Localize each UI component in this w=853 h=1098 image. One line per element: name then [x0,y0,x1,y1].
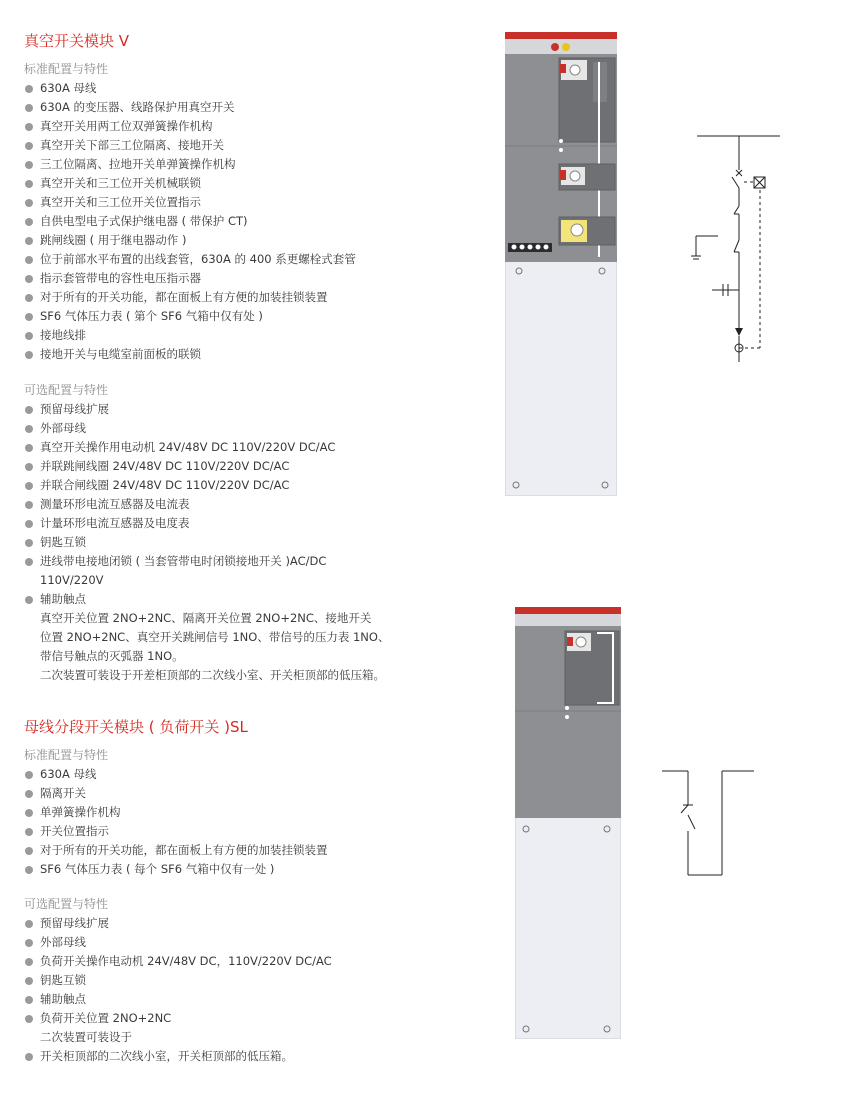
section-sl-standard-heading: 标准配置与特性 [24,748,109,762]
section-sl-optional-heading: 可选配置与特性 [24,897,109,911]
bullet-icon [25,425,33,433]
list-item: 自供电型电子式保护继电器 ( 带保护 CT) [24,212,356,231]
switchgear-cabinet-sl-image [515,607,621,1039]
list-item-continuation: 带信号触点的灭弧器 1NO。 [40,649,184,663]
list-item: 钥匙互锁 [24,971,332,990]
indicator-yellow-icon [562,43,570,51]
bullet-icon [25,85,33,93]
list-item: 630A 母线 [24,765,328,784]
bullet-icon [25,123,33,131]
bullet-icon [25,218,33,226]
section-sl-optional-list [24,914,332,1066]
bullet-icon [25,406,33,414]
list-item: SF6 气体压力表 ( 第个 SF6 气箱中仅有处 ) [24,307,356,326]
list-item: 接地开关与电缆室前面板的联锁 [24,345,356,364]
bullet-icon [25,1053,33,1061]
list-item: 负荷开关位置 2NO+2NC [24,1009,332,1028]
bullet-icon [25,463,33,471]
bullet-icon [25,237,33,245]
list-item-continuation: 二次装置可装设于 [40,1030,132,1044]
list-item: 进线带电接地闭锁 ( 当套管带电时闭锁接地开关 )AC/DC [24,552,389,571]
list-item: 并联合闸线圈 24V/48V DC 110V/220V DC/AC [24,476,389,495]
single-line-diagram-sl [660,765,760,880]
list-item: 真空开关和三工位开关机械联锁 [24,174,356,193]
list-item: 并联跳闸线圈 24V/48V DC 110V/220V DC/AC [24,457,389,476]
switchgear-cabinet-v-image [505,32,617,496]
section-v-standard-list [24,79,356,364]
bullet-icon [25,142,33,150]
list-item: 三工位隔离、拉地开关单弹簧操作机构 [24,155,356,174]
bullet-icon [25,275,33,283]
list-item: 位于前部水平布置的出线套管，630A 的 400 系更螺栓式套管 [24,250,356,269]
section-v-optional-list [24,400,389,685]
list-item: SF6 气体压力表 ( 每个 SF6 气箱中仅有一处 ) [24,860,328,879]
bullet-icon [25,866,33,874]
list-item: 预留母线扩展 [24,400,389,419]
list-item: 630A 的变压器、线路保护用真空开关 [24,98,356,117]
bullet-icon [25,1015,33,1023]
bullet-icon [25,294,33,302]
list-item: 隔离开关 [24,784,328,803]
single-line-diagram-v [690,130,790,365]
section-sl-title: 母线分段开关模块 ( 负荷开关 )SL [24,718,248,736]
bullet-icon [25,596,33,604]
list-item: 真空开关用两工位双弹簧操作机构 [24,117,356,136]
bullet-icon [25,351,33,359]
bullet-icon [25,539,33,547]
list-item: 开关位置指示 [24,822,328,841]
bullet-icon [25,444,33,452]
bullet-icon [25,104,33,112]
section-v-optional-heading: 可选配置与特性 [24,383,109,397]
list-item: 外部母线 [24,419,389,438]
bullet-icon [25,558,33,566]
list-item: 单弹簧操作机构 [24,803,328,822]
bullet-icon [25,482,33,490]
list-item: 跳闸线圈 ( 用于继电器动作 ) [24,231,356,250]
indicator-red-icon [551,43,559,51]
list-item: 辅助触点 [24,590,389,609]
bullet-icon [25,828,33,836]
list-item: 对于所有的开关功能，都在面板上有方便的加装挂锁装置 [24,288,356,307]
list-item: 辅助触点 [24,990,332,1009]
list-item: 开关柜顶部的二次线小室，开关柜顶部的低压箱。 [24,1047,332,1066]
bullet-icon [25,332,33,340]
list-item: 计量环形电流互感器及电度表 [24,514,389,533]
bullet-icon [25,790,33,798]
bullet-icon [25,809,33,817]
section-v-standard-heading: 标准配置与特性 [24,62,109,76]
section-sl-standard-list [24,765,328,879]
list-item: 接地线排 [24,326,356,345]
list-item-continuation: 110V/220V [40,573,104,587]
list-item: 真空开关下部三工位隔离、接地开关 [24,136,356,155]
bullet-icon [25,996,33,1004]
list-item-continuation: 真空开关位置 2NO+2NC、隔离开关位置 2NO+2NC、接地开关 [40,611,372,625]
list-item: 钥匙互锁 [24,533,389,552]
list-item: 指示套管带电的容性电压指示器 [24,269,356,288]
section-v-title: 真空开关模块 V [24,32,130,50]
list-item: 负荷开关操作电动机 24V/48V DC，110V/220V DC/AC [24,952,332,971]
list-item-continuation: 二次装置可装设于开差柜顶部的二次线小室、开关柜顶部的低压箱。 [40,668,385,682]
bullet-icon [25,847,33,855]
list-item: 真空开关操作用电动机 24V/48V DC 110V/220V DC/AC [24,438,389,457]
list-item: 测量环形电流互感器及电流表 [24,495,389,514]
bullet-icon [25,161,33,169]
list-item: 真空开关和三工位开关位置指示 [24,193,356,212]
list-item-continuation: 位置 2NO+2NC、真空开关跳闸信号 1NO、带信号的压力表 1NO、 [40,630,390,644]
bullet-icon [25,920,33,928]
bullet-icon [25,501,33,509]
list-item: 对于所有的开关功能，都在面板上有方便的加装挂锁装置 [24,841,328,860]
bullet-icon [25,180,33,188]
bullet-icon [25,313,33,321]
list-item: 630A 母线 [24,79,356,98]
bullet-icon [25,520,33,528]
list-item: 预留母线扩展 [24,914,332,933]
bullet-icon [25,958,33,966]
bullet-icon [25,977,33,985]
bullet-icon [25,256,33,264]
bullet-icon [25,771,33,779]
bullet-icon [25,199,33,207]
list-item: 外部母线 [24,933,332,952]
bullet-icon [25,939,33,947]
